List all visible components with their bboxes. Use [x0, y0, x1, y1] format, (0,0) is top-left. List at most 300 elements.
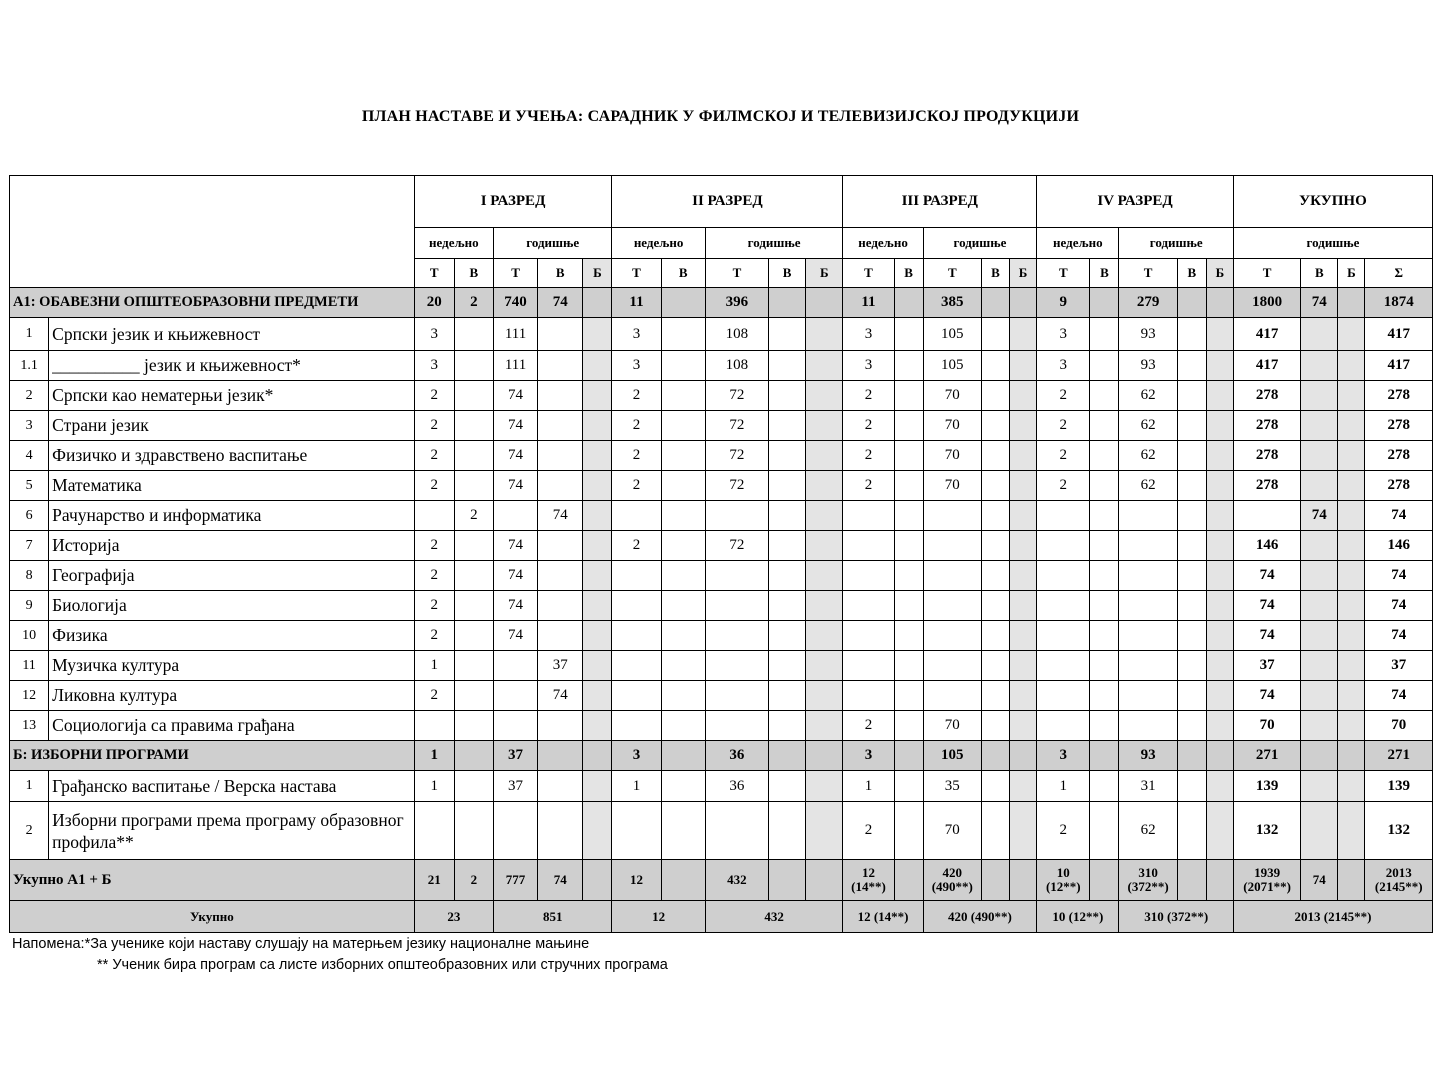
subject-cell [1037, 651, 1090, 681]
subject-cell [612, 501, 661, 531]
subject-cell [1206, 802, 1233, 860]
subject-cell [843, 561, 894, 591]
subject-cell [981, 531, 1009, 561]
subject-number: 2 [10, 802, 49, 860]
subject-cell: 62 [1119, 381, 1177, 411]
column-letter: Т [923, 259, 981, 288]
subject-cell [843, 621, 894, 651]
subject-cell [843, 501, 894, 531]
subject-cell [806, 411, 843, 441]
subject-row [10, 681, 1433, 711]
subject-name: Српски као нематерњи језик* [49, 381, 415, 411]
section-total-cell: 2 [454, 288, 493, 318]
subject-row [10, 318, 1433, 351]
subject-cell: 111 [493, 351, 537, 381]
subject-cell [1037, 711, 1090, 741]
subject-cell: 37 [493, 771, 537, 802]
subject-cell [894, 561, 923, 591]
subject-cell [923, 621, 981, 651]
subject-name: Географија [49, 561, 415, 591]
subject-cell [414, 711, 454, 741]
subject-cell: 278 [1233, 441, 1300, 471]
subject-cell [1233, 501, 1300, 531]
grade-4-header: IV РАЗРЕД [1037, 176, 1234, 228]
subject-cell: 74 [1301, 501, 1338, 531]
subject-cell [1090, 591, 1119, 621]
subject-cell [1010, 591, 1037, 621]
subject-cell: 3 [1037, 351, 1090, 381]
column-letter: Б [806, 259, 843, 288]
subject-cell: 2 [612, 471, 661, 501]
subject-cell [1090, 561, 1119, 591]
subject-cell: 2 [843, 711, 894, 741]
subject-cell: 62 [1119, 411, 1177, 441]
subject-cell [583, 471, 612, 501]
subject-cell [1010, 501, 1037, 531]
total-a1b-cell [583, 860, 612, 901]
subject-cell [1090, 651, 1119, 681]
subject-cell [1301, 351, 1338, 381]
subject-cell [538, 771, 583, 802]
subject-cell [454, 441, 493, 471]
section-total-cell [1010, 288, 1037, 318]
subject-cell: 72 [705, 411, 768, 441]
section-total-cell [538, 741, 583, 771]
subject-cell [583, 651, 612, 681]
subject-name: Историја [49, 531, 415, 561]
subject-cell [923, 501, 981, 531]
subject-cell: 36 [705, 771, 768, 802]
subject-cell: 3 [843, 351, 894, 381]
total-a1b-cell: 1939 (2071**) [1233, 860, 1300, 901]
subject-cell [1010, 621, 1037, 651]
section-total-cell: 1874 [1365, 288, 1433, 318]
subject-cell [1206, 501, 1233, 531]
subject-cell [1090, 351, 1119, 381]
subject-cell [1037, 621, 1090, 651]
subject-row [10, 651, 1433, 681]
total-a1b-cell: 2 [454, 860, 493, 901]
total-a1b-cell: 10 (12**) [1037, 860, 1090, 901]
subject-cell [806, 711, 843, 741]
column-letter: Б [1206, 259, 1233, 288]
subject-cell [538, 531, 583, 561]
subject-cell [981, 441, 1009, 471]
subject-cell [769, 318, 806, 351]
subject-cell: 31 [1119, 771, 1177, 802]
subject-cell [1119, 561, 1177, 591]
subject-cell [583, 681, 612, 711]
subject-cell [1037, 501, 1090, 531]
subject-row [10, 561, 1433, 591]
subject-cell [1177, 711, 1206, 741]
subject-cell: 2 [612, 381, 661, 411]
subject-cell: 417 [1365, 318, 1433, 351]
subject-cell [1177, 802, 1206, 860]
subject-cell [705, 651, 768, 681]
section-total-cell: 271 [1233, 741, 1300, 771]
subject-cell: 2 [612, 411, 661, 441]
subject-cell [661, 531, 705, 561]
grand-total-cell: 851 [493, 901, 611, 933]
subject-cell: 74 [1233, 681, 1300, 711]
subject-cell [1037, 531, 1090, 561]
subject-cell [661, 802, 705, 860]
total-a1b-cell [981, 860, 1009, 901]
subject-row [10, 381, 1433, 411]
subject-cell [769, 651, 806, 681]
subject-cell [1119, 651, 1177, 681]
subject-cell [1338, 318, 1365, 351]
subject-cell [583, 711, 612, 741]
subject-cell [1010, 441, 1037, 471]
subject-cell [1177, 318, 1206, 351]
subject-cell [493, 651, 537, 681]
subject-cell: 2 [612, 441, 661, 471]
subject-cell [661, 681, 705, 711]
subject-cell [894, 651, 923, 681]
subject-cell [1338, 381, 1365, 411]
subject-cell [1338, 681, 1365, 711]
subject-cell [894, 411, 923, 441]
subject-cell [1301, 591, 1338, 621]
subject-cell [454, 802, 493, 860]
subject-cell: 2 [843, 471, 894, 501]
subject-cell [661, 351, 705, 381]
subject-cell [1090, 771, 1119, 802]
subject-name: Изборни програми према програму образовног профила** [49, 802, 415, 860]
section-total-cell: 3 [843, 741, 894, 771]
column-letter: Т [1119, 259, 1177, 288]
subject-cell [1206, 531, 1233, 561]
header-corner [10, 176, 415, 288]
subject-cell [769, 531, 806, 561]
column-letter: Б [1010, 259, 1037, 288]
subject-cell [1301, 531, 1338, 561]
total-a1b-cell: 420 (490**) [923, 860, 981, 901]
subject-cell: 1 [1037, 771, 1090, 802]
subject-cell [894, 318, 923, 351]
subject-cell: 3 [414, 351, 454, 381]
total-a1b-cell [1338, 860, 1365, 901]
subject-cell: 70 [923, 411, 981, 441]
subject-cell: 74 [1365, 561, 1433, 591]
subject-cell [1338, 561, 1365, 591]
total-a1b-cell [1010, 860, 1037, 901]
subject-cell [1301, 411, 1338, 441]
subject-cell [843, 651, 894, 681]
subject-cell [414, 802, 454, 860]
subject-number: 10 [10, 621, 49, 651]
section-total-cell: 105 [923, 741, 981, 771]
section-total-cell [1206, 288, 1233, 318]
section-total-cell [583, 288, 612, 318]
subject-cell: 2 [414, 681, 454, 711]
column-letter: Б [1338, 259, 1365, 288]
subject-cell: 132 [1233, 802, 1300, 860]
subject-cell [1090, 471, 1119, 501]
subject-name: Ликовна култура [49, 681, 415, 711]
subject-number: 1.1 [10, 351, 49, 381]
subject-cell [661, 501, 705, 531]
section-total-cell: 3 [1037, 741, 1090, 771]
subject-cell [538, 411, 583, 441]
section-total-cell [1338, 741, 1365, 771]
subject-cell [981, 471, 1009, 501]
subject-cell: 74 [493, 561, 537, 591]
subject-cell [454, 351, 493, 381]
subject-cell [1301, 681, 1338, 711]
section-total-cell: 11 [612, 288, 661, 318]
column-letter: В [1090, 259, 1119, 288]
subject-cell [1010, 651, 1037, 681]
subject-cell [1177, 351, 1206, 381]
subject-cell [661, 471, 705, 501]
subject-cell [612, 591, 661, 621]
subject-cell [454, 561, 493, 591]
subject-cell [1177, 681, 1206, 711]
subject-cell [1301, 471, 1338, 501]
subject-cell: 278 [1233, 381, 1300, 411]
subject-cell [769, 621, 806, 651]
subject-cell [769, 441, 806, 471]
subject-cell: 2 [1037, 381, 1090, 411]
total-a1b-cell [806, 860, 843, 901]
section-total-cell: 1 [414, 741, 454, 771]
subject-cell [612, 621, 661, 651]
section-total-cell: 9 [1037, 288, 1090, 318]
subject-cell [806, 621, 843, 651]
section-total-cell: 74 [538, 288, 583, 318]
subject-cell: 139 [1365, 771, 1433, 802]
subject-cell [661, 318, 705, 351]
subject-cell [806, 501, 843, 531]
subject-cell [1301, 561, 1338, 591]
column-letter: Б [583, 259, 612, 288]
subject-cell: 2 [414, 531, 454, 561]
subject-cell [1090, 318, 1119, 351]
section-total-cell [1010, 741, 1037, 771]
subject-cell: 278 [1365, 441, 1433, 471]
subject-cell [806, 681, 843, 711]
subject-cell: 62 [1119, 802, 1177, 860]
subject-cell [981, 591, 1009, 621]
subject-cell [538, 351, 583, 381]
subject-cell [806, 441, 843, 471]
section-total-cell: 740 [493, 288, 537, 318]
subject-cell [1338, 531, 1365, 561]
subject-name: Физика [49, 621, 415, 651]
subject-cell [1206, 681, 1233, 711]
subject-cell: 278 [1365, 381, 1433, 411]
subject-cell [843, 531, 894, 561]
subject-cell [1090, 381, 1119, 411]
subject-cell [769, 411, 806, 441]
subject-number: 12 [10, 681, 49, 711]
subject-cell [1090, 531, 1119, 561]
subject-cell [612, 561, 661, 591]
subject-cell [1119, 621, 1177, 651]
subject-cell: 74 [493, 621, 537, 651]
subject-cell [981, 561, 1009, 591]
subject-cell [1010, 561, 1037, 591]
subject-cell: 278 [1233, 411, 1300, 441]
subject-cell: 74 [1233, 621, 1300, 651]
subject-cell [612, 681, 661, 711]
section-row [10, 741, 1433, 771]
subject-cell [1119, 531, 1177, 561]
subject-cell [1090, 501, 1119, 531]
subject-cell [769, 381, 806, 411]
subject-cell [1090, 441, 1119, 471]
subject-cell [894, 681, 923, 711]
subject-cell [493, 802, 537, 860]
subject-cell [454, 591, 493, 621]
subject-row [10, 531, 1433, 561]
column-letter: В [1177, 259, 1206, 288]
subject-name: Социологија са правима грађана [49, 711, 415, 741]
subject-cell [583, 411, 612, 441]
subject-row [10, 591, 1433, 621]
subject-cell [1338, 591, 1365, 621]
subject-cell: 74 [538, 681, 583, 711]
section-total-cell [806, 288, 843, 318]
subject-cell: 3 [612, 351, 661, 381]
subject-cell: 2 [454, 501, 493, 531]
subject-cell [806, 351, 843, 381]
subject-cell [769, 471, 806, 501]
subject-cell [806, 471, 843, 501]
subject-cell [661, 591, 705, 621]
subject-cell: 2 [414, 381, 454, 411]
subject-cell: 2 [414, 441, 454, 471]
subject-cell: 74 [493, 441, 537, 471]
section-total-cell: 1800 [1233, 288, 1300, 318]
subject-number: 4 [10, 441, 49, 471]
section-label: Б: ИЗБОРНИ ПРОГРАМИ [10, 741, 415, 771]
subject-cell [769, 351, 806, 381]
subject-cell [583, 771, 612, 802]
subject-cell: 35 [923, 771, 981, 802]
subject-cell [661, 651, 705, 681]
subject-cell: 3 [612, 318, 661, 351]
subject-cell [1206, 471, 1233, 501]
section-total-cell [661, 741, 705, 771]
section-total-cell [661, 288, 705, 318]
subject-cell [705, 561, 768, 591]
grade-1-header: I РАЗРЕД [414, 176, 612, 228]
section-total-cell: 20 [414, 288, 454, 318]
subject-cell [1338, 411, 1365, 441]
subject-cell: 74 [1365, 681, 1433, 711]
subject-cell [1206, 351, 1233, 381]
subject-cell [414, 501, 454, 531]
footnote [12, 934, 668, 976]
subject-name: Српски језик и књижевност [49, 318, 415, 351]
column-letter: Т [705, 259, 768, 288]
column-letter: В [981, 259, 1009, 288]
subject-cell [454, 471, 493, 501]
subject-number: 11 [10, 651, 49, 681]
section-total-cell [981, 741, 1009, 771]
subject-row [10, 771, 1433, 802]
subject-cell [1119, 681, 1177, 711]
subject-cell: 2 [414, 411, 454, 441]
subject-cell [661, 561, 705, 591]
subject-cell: 1 [414, 771, 454, 802]
total-a1b-cell [769, 860, 806, 901]
subject-cell [1338, 471, 1365, 501]
subject-cell [1206, 441, 1233, 471]
subject-name: Биологија [49, 591, 415, 621]
subject-cell [1010, 381, 1037, 411]
subject-cell [1010, 681, 1037, 711]
subject-cell [1177, 381, 1206, 411]
section-total-cell [1177, 741, 1206, 771]
section-total-cell [769, 741, 806, 771]
subject-cell [1206, 621, 1233, 651]
subject-cell: 146 [1233, 531, 1300, 561]
subject-cell: 278 [1233, 471, 1300, 501]
subject-cell [454, 711, 493, 741]
section-total-cell: 385 [923, 288, 981, 318]
subject-cell [1090, 711, 1119, 741]
subject-cell [493, 681, 537, 711]
subject-cell [769, 501, 806, 531]
subject-cell [612, 802, 661, 860]
subject-cell [493, 501, 537, 531]
subject-cell [1010, 351, 1037, 381]
yearly-header: годишње [493, 228, 611, 259]
subject-row [10, 711, 1433, 741]
subject-cell: 2 [843, 802, 894, 860]
subject-cell [1206, 711, 1233, 741]
subject-cell [454, 381, 493, 411]
yearly-header: годишње [1233, 228, 1432, 259]
total-a1b-cell: 74 [1301, 860, 1338, 901]
subject-cell [1090, 681, 1119, 711]
subject-cell [583, 351, 612, 381]
subject-cell [894, 441, 923, 471]
footnote-line: Напомена:*За ученике који наставу слушају на матерњем језику националне мањине [12, 936, 590, 952]
footnote-line: ** Ученик бира програм са листе изборних општеобразовних или стручних програма [97, 957, 668, 973]
subject-cell [454, 681, 493, 711]
subject-cell [894, 351, 923, 381]
subject-cell: 70 [923, 381, 981, 411]
subject-cell [1177, 531, 1206, 561]
column-letter: В [454, 259, 493, 288]
subject-cell [923, 681, 981, 711]
column-letter: Т [1233, 259, 1300, 288]
section-total-cell [981, 288, 1009, 318]
grade-2-header: II РАЗРЕД [612, 176, 843, 228]
subject-cell: 70 [923, 711, 981, 741]
section-total-cell [583, 741, 612, 771]
subject-name: Музичка култура [49, 651, 415, 681]
grand-total-cell: 12 [612, 901, 705, 933]
subject-cell [538, 711, 583, 741]
subject-cell: 37 [1233, 651, 1300, 681]
weekly-header: недељно [414, 228, 493, 259]
subject-cell [806, 651, 843, 681]
subject-cell [923, 651, 981, 681]
subject-cell [894, 591, 923, 621]
subject-cell: 70 [1233, 711, 1300, 741]
section-total-cell [1090, 741, 1119, 771]
section-label: А1: ОБАВЕЗНИ ОПШТЕОБРАЗОВНИ ПРЕДМЕТИ [10, 288, 415, 318]
subject-cell: 2 [1037, 441, 1090, 471]
subject-cell [661, 381, 705, 411]
